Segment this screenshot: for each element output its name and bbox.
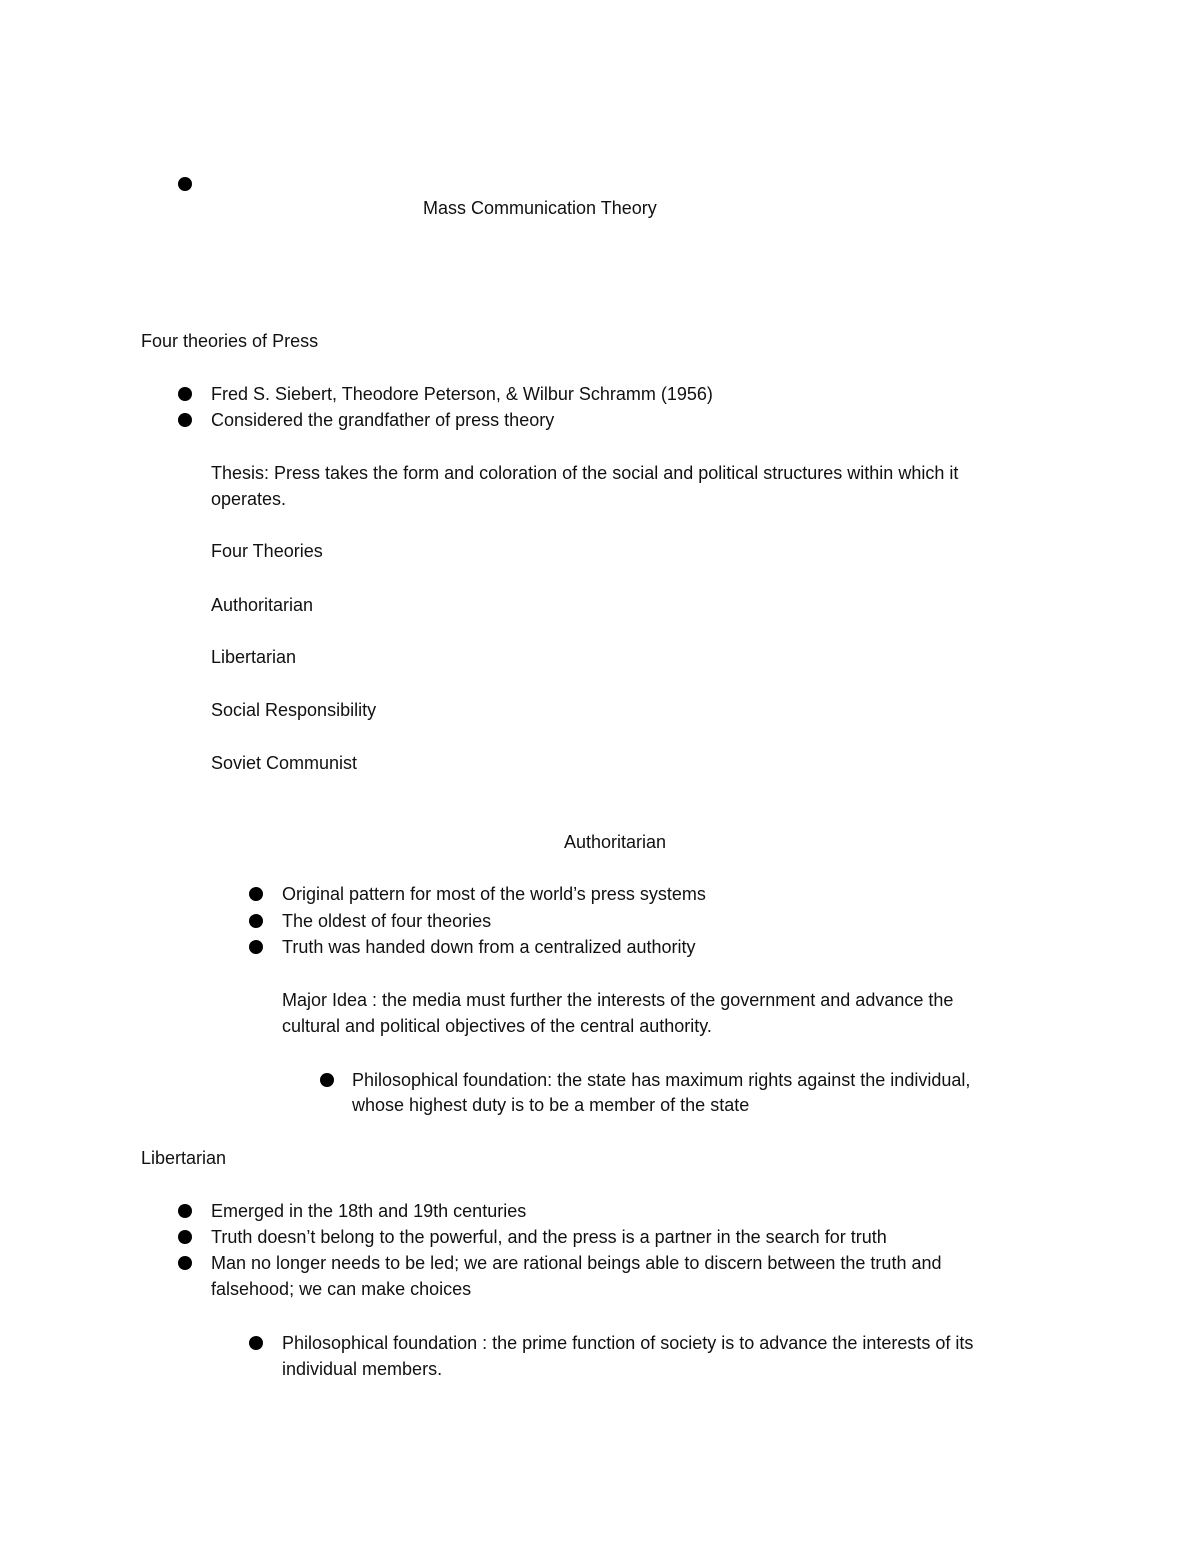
theory-item-libertarian: Libertarian bbox=[211, 647, 297, 667]
bullet-icon bbox=[178, 387, 192, 401]
bullet-icon bbox=[178, 177, 192, 191]
list-item: Truth doesn’t belong to the powerful, and the press is a partner in the search for truth bbox=[211, 1227, 887, 1247]
thesis-text-continued: operates. bbox=[211, 489, 287, 509]
thesis-text: Thesis: Press takes the form and coloration of the social and political structures within which it bbox=[211, 463, 959, 483]
list-item: Considered the grandfather of press theory bbox=[211, 410, 555, 430]
major-idea-text-continued: cultural and political objectives of the central authority. bbox=[282, 1016, 712, 1036]
list-item: Fred S. Siebert, Theodore Peterson, & Wilbur Schramm (1956) bbox=[211, 384, 713, 404]
theory-item-social-responsibility: Social Responsibility bbox=[211, 700, 377, 720]
list-item: Man no longer needs to be led; we are rational beings able to discern between the truth and bbox=[211, 1253, 942, 1273]
major-idea-text: Major Idea : the media must further the interests of the government and advance the bbox=[282, 990, 954, 1010]
bullet-icon bbox=[178, 1256, 192, 1270]
bullet-icon bbox=[249, 1336, 263, 1350]
theory-item-soviet-communist: Soviet Communist bbox=[211, 753, 358, 773]
bullet-icon bbox=[178, 1230, 192, 1244]
list-item: Truth was handed down from a centralized authority bbox=[282, 937, 696, 957]
philosophical-foundation-text: Philosophical foundation: the state has maximum rights against the individual, bbox=[352, 1070, 971, 1090]
page-title: Mass Communication Theory bbox=[423, 198, 657, 218]
section-heading-four-theories-of-press: Four theories of Press bbox=[141, 331, 319, 351]
list-item: The oldest of four theories bbox=[282, 911, 492, 931]
bullet-icon bbox=[320, 1073, 334, 1087]
bullet-icon bbox=[249, 914, 263, 928]
section-heading-libertarian: Libertarian bbox=[141, 1148, 227, 1168]
list-item: Emerged in the 18th and 19th centuries bbox=[211, 1201, 527, 1221]
section-heading-authoritarian: Authoritarian bbox=[564, 832, 667, 852]
philosophical-foundation-text: Philosophical foundation : the prime function of society is to advance the interests of its bbox=[282, 1333, 974, 1353]
four-theories-heading: Four Theories bbox=[211, 541, 323, 561]
philosophical-foundation-text-continued: whose highest duty is to be a member of the state bbox=[352, 1095, 750, 1115]
theory-item-authoritarian: Authoritarian bbox=[211, 595, 314, 615]
bullet-icon bbox=[249, 887, 263, 901]
philosophical-foundation-text-continued: individual members. bbox=[282, 1359, 443, 1379]
list-item: Original pattern for most of the world’s press systems bbox=[282, 884, 706, 904]
list-item-continued: falsehood; we can make choices bbox=[211, 1279, 472, 1299]
bullet-icon bbox=[178, 413, 192, 427]
bullet-icon bbox=[249, 940, 263, 954]
bullet-icon bbox=[178, 1204, 192, 1218]
